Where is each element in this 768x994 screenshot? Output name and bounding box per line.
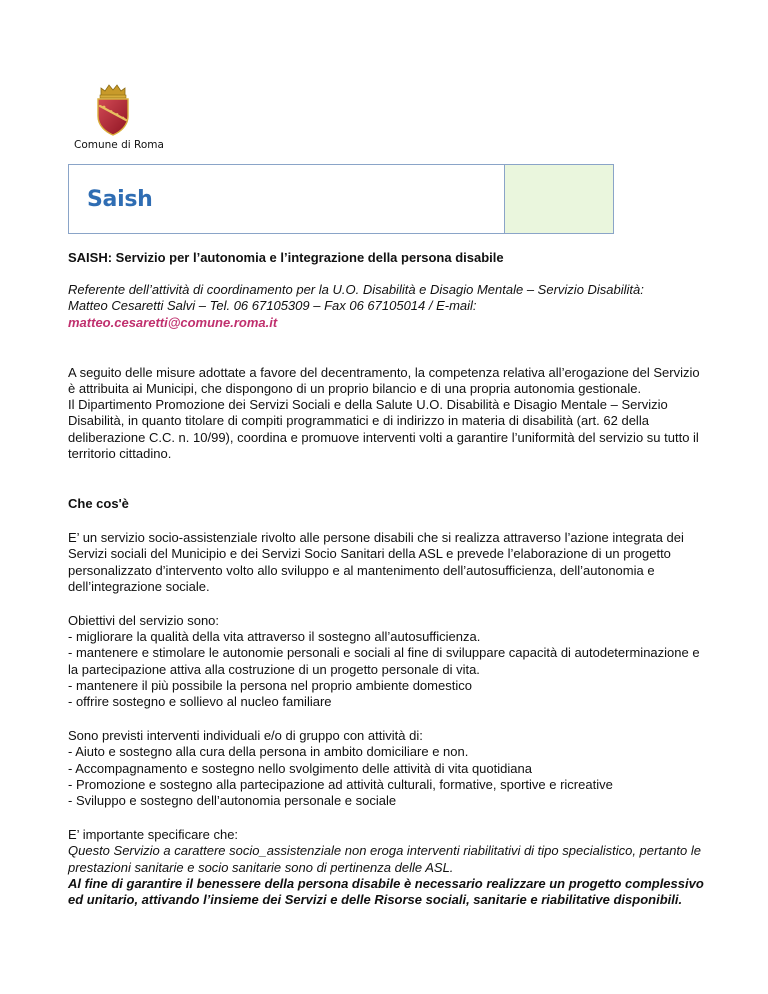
spqr-shield-icon (88, 82, 138, 136)
important-intro: E’ importante specificare che: (68, 827, 239, 843)
intro-paragraph-2: Il Dipartimento Promozione dei Servizi Sociali e della Salute U.O. Disabilità e Disagio Mentale – Servizio Disabilità, in quanto titolare di compiti programmatici e di indirizzo in materia di disabilità (art. 62 della deliberazione C.C. n. 10/99), coordina e promuove interventi volti a garantire l’uniformità del servizio su tutto il territorio cittadino. (68, 397, 699, 461)
referente-line-2: Matteo Cesaretti Salvi – Tel. 06 67105309 – Fax 06 67105014 / E-mail: (68, 298, 477, 314)
intervention-item: - Promozione e sostegno alla partecipazione ad attività culturali, formative, sportive e ricreative (68, 776, 613, 792)
intro-paragraph-1: A seguito delle misure adottate a favore del decentramento, la competenza relativa all’erogazione del Servizio è attribuita ai Municipi, che dispongono di un proprio bilancio e di una propria autonomia gestionale. (68, 364, 700, 397)
referente-email-link[interactable]: matteo.cesaretti@comune.roma.it (68, 314, 278, 330)
objective-item: - migliorare la qualità della vita attraverso il sostegno all’autosufficienza. (68, 629, 481, 645)
document-body (68, 250, 708, 908)
document-title: SAISH: Servizio per l’autonomia e l’integrazione della persona disabile (68, 250, 504, 265)
service-description: E’ un servizio socio-assistenziale rivolto alle persone disabili che si realizza attraverso l’azione integrata dei Servizi sociali del Municipio e dei Servizi Socio Sanitari della ASL e prevede l’elaborazione di un progetto personalizzato d’intervento volto allo sviluppo e al mantenimento dell’autosufficienza, dell’autonomia e dell’integrazione sociale. (68, 530, 684, 594)
banner-main-cell (69, 165, 504, 233)
important-paragraph-2: Al fine di garantire il benessere della persona disabile è necessario realizzare un progetto complessivo ed unitario, attivando l’insieme dei Servizi e delle Risorse sociali, sanitarie e riabilitative disponibili. (68, 875, 704, 908)
logo-caption: Comune di Roma (74, 139, 164, 151)
comune-di-roma-logo (74, 82, 164, 151)
objectives-intro: Obiettivi del servizio sono: (68, 613, 220, 629)
objective-item: - offrire sostegno e sollievo al nucleo familiare (68, 694, 332, 710)
interventions-intro: Sono previsti interventi individuali e/o di gruppo con attività di: (68, 728, 423, 744)
important-paragraph-1: Questo Servizio a carattere socio_assistenziale non eroga interventi riabilitativi di tipo specialistico, pertanto le prestazioni sanitarie e socio sanitarie sono di pertinenza delle ASL. (68, 843, 701, 875)
objective-item: - mantenere il più possibile la persona nel proprio ambiente domestico (68, 677, 472, 693)
intervention-item: - Accompagnamento e sostegno nello svolgimento delle attività di vita quotidiana (68, 760, 532, 776)
banner-title: Saish (87, 186, 153, 212)
referente-line-1: Referente dell’attività di coordinamento per la U.O. Disabilità e Disagio Mentale – Servizio Disabilità: (68, 282, 644, 298)
saish-banner (68, 164, 614, 234)
section-heading: Che cos'è (68, 496, 129, 512)
objective-item: - mantenere e stimolare le autonomie personali e sociali al fine di sviluppare capacità di autodeterminazione e la partecipazione attiva alla costruzione di un progetto personale di vita. (68, 645, 700, 677)
banner-side-cell (504, 165, 613, 233)
intervention-item: - Aiuto e sostegno alla cura della persona in ambito domiciliare e non. (68, 744, 469, 760)
intervention-item: - Sviluppo e sostegno dell’autonomia personale e sociale (68, 793, 397, 809)
